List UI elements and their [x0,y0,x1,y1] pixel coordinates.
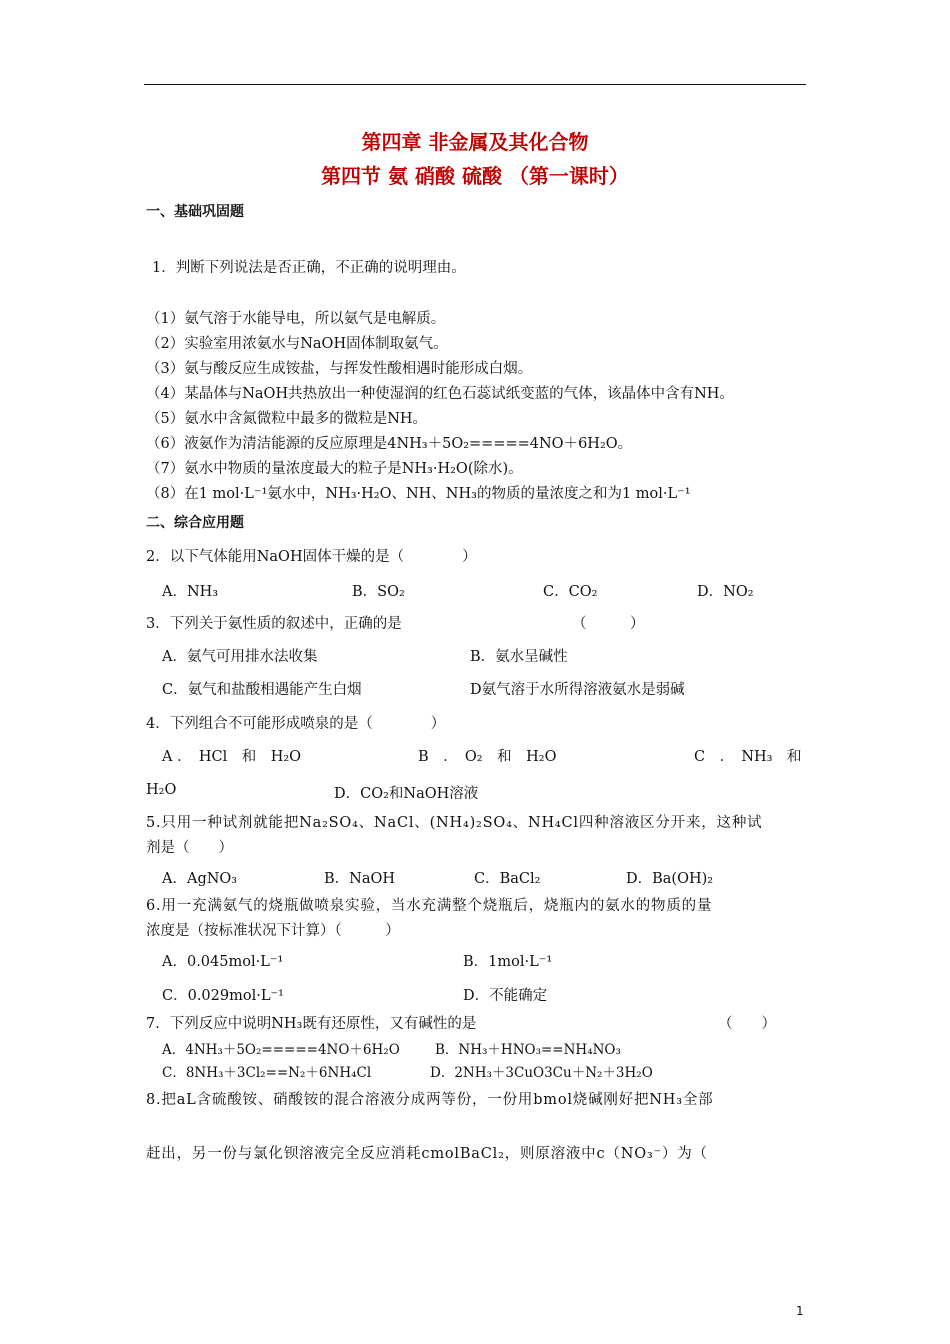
q6-option-a: A．0.045mol·L⁻¹ [162,954,284,970]
q4-stem: 4．下列组合不可能形成喷泉的是（ ） [146,716,446,732]
q1-item-6: （6）液氨作为清洁能源的反应原理是4NH₃＋5O₂=====4NO＋6H₂O。 [146,436,633,452]
q3-stem: 3．下列关于氨性质的叙述中，正确的是 [146,616,402,632]
q5-option-a: A．AgNO₃ [162,871,238,887]
q6-option-c: C．0.029mol·L⁻¹ [162,988,284,1004]
q1-item-4: （4）某晶体与NaOH共热放出一种使湿润的红色石蕊试纸变蓝的气体，该晶体中含有NH。 [146,386,734,402]
q5-option-d: D．Ba(OH)₂ [626,871,714,887]
q7-answer-paren: （ ） [718,1016,776,1032]
q7-option-b: B．NH₃＋HNO₃==NH₄NO₃ [435,1042,621,1058]
page-number: 1 [796,1304,804,1318]
q5-stem-line2: 剂是（ ） [146,840,233,856]
q4-option-c-continued: H₂O [146,782,177,798]
q1-item-5: （5）氨水中含氮微粒中最多的微粒是NH。 [146,411,428,427]
q1-item-1: （1）氨气溶于水能导电，所以氨气是电解质。 [146,311,446,327]
q1-item-2: （2）实验室用浓氨水与NaOH固体制取氨气。 [146,336,448,352]
q5-option-b: B．NaOH [324,871,396,887]
chapter-title: 第四章 非金属及其化合物 [361,130,589,154]
q3-option-a: A．氨气可用排水法收集 [162,649,318,665]
q2-stem: 2．以下气体能用NaOH固体干燥的是（ ） [146,549,477,565]
q8-line2: 赶出，另一份与氯化钡溶液完全反应消耗cmolBaCl₂，则原溶液中c（NO₃⁻）为（ [146,1146,708,1162]
q5-stem-line1: 5.只用一种试剂就能把Na₂SO₄、NaCl、(NH₄)₂SO₄、NH₄Cl四种溶液区分开来，这种试 [146,815,763,831]
q2-option-c: C．CO₂ [543,584,598,600]
q1-item-8: （8）在1 mol·L⁻¹氨水中，NH₃·H₂O、NH、NH₃的物质的量浓度之和为1 mol·L⁻¹ [146,486,691,502]
q4-option-b: B ． O₂ 和 H₂O [418,749,557,765]
q7-option-c: C．8NH₃＋3Cl₂==N₂＋6NH₄Cl [162,1065,372,1081]
q2-option-d: D．NO₂ [697,584,754,600]
q3-option-c: C．氨气和盐酸相遇能产生白烟 [162,682,362,698]
q2-option-b: B．SO₂ [352,584,405,600]
q6-stem-line1: 6.用一充满氨气的烧瓶做喷泉实验，当水充满整个烧瓶后，烧瓶内的氨水的物质的量 [146,898,713,914]
q6-option-d: D．不能确定 [463,988,548,1004]
section-title: 第四节 氨 硝酸 硫酸 （第一课时） [321,164,629,188]
q4-option-a: A ． HCl 和 H₂O [162,749,302,765]
header-rule [144,84,806,85]
q6-stem-line2: 浓度是（按标准状况下计算）（ ） [146,923,400,939]
q6-option-b: B．1mol·L⁻¹ [463,954,553,970]
q1-stem: 1．判断下列说法是否正确，不正确的说明理由。 [152,260,466,276]
q3-option-d: D氨气溶于水所得溶液氨水是弱碱 [470,682,685,698]
q1-item-3: （3）氨与酸反应生成铵盐，与挥发性酸相遇时能形成白烟。 [146,361,533,377]
q4-option-d: D．CO₂和NaOH溶液 [334,786,479,802]
q4-option-c: C ． NH₃ 和 [694,749,802,765]
q2-option-a: A．NH₃ [162,584,219,600]
q1-item-7: （7）氨水中物质的量浓度最大的粒子是NH₃·H₂O(除水)。 [146,461,523,477]
section-basic-heading: 一、基础巩固题 [146,204,244,220]
q8-line1: 8.把aL含硫酸铵、硝酸铵的混合溶液分成两等份，一份用bmol烧碱刚好把NH₃全部 [146,1092,714,1108]
q3-answer-paren: （ ） [572,616,645,632]
q5-option-c: C．BaCl₂ [474,871,541,887]
q3-option-b: B．氨水呈碱性 [470,649,568,665]
q7-option-d: D．2NH₃＋3CuO3Cu＋N₂＋3H₂O [430,1065,653,1081]
section-applied-heading: 二、综合应用题 [146,515,244,531]
q7-option-a: A．4NH₃＋5O₂=====4NO＋6H₂O [162,1042,400,1058]
q7-stem: 7．下列反应中说明NH₃既有还原性，又有碱性的是 [146,1016,477,1032]
